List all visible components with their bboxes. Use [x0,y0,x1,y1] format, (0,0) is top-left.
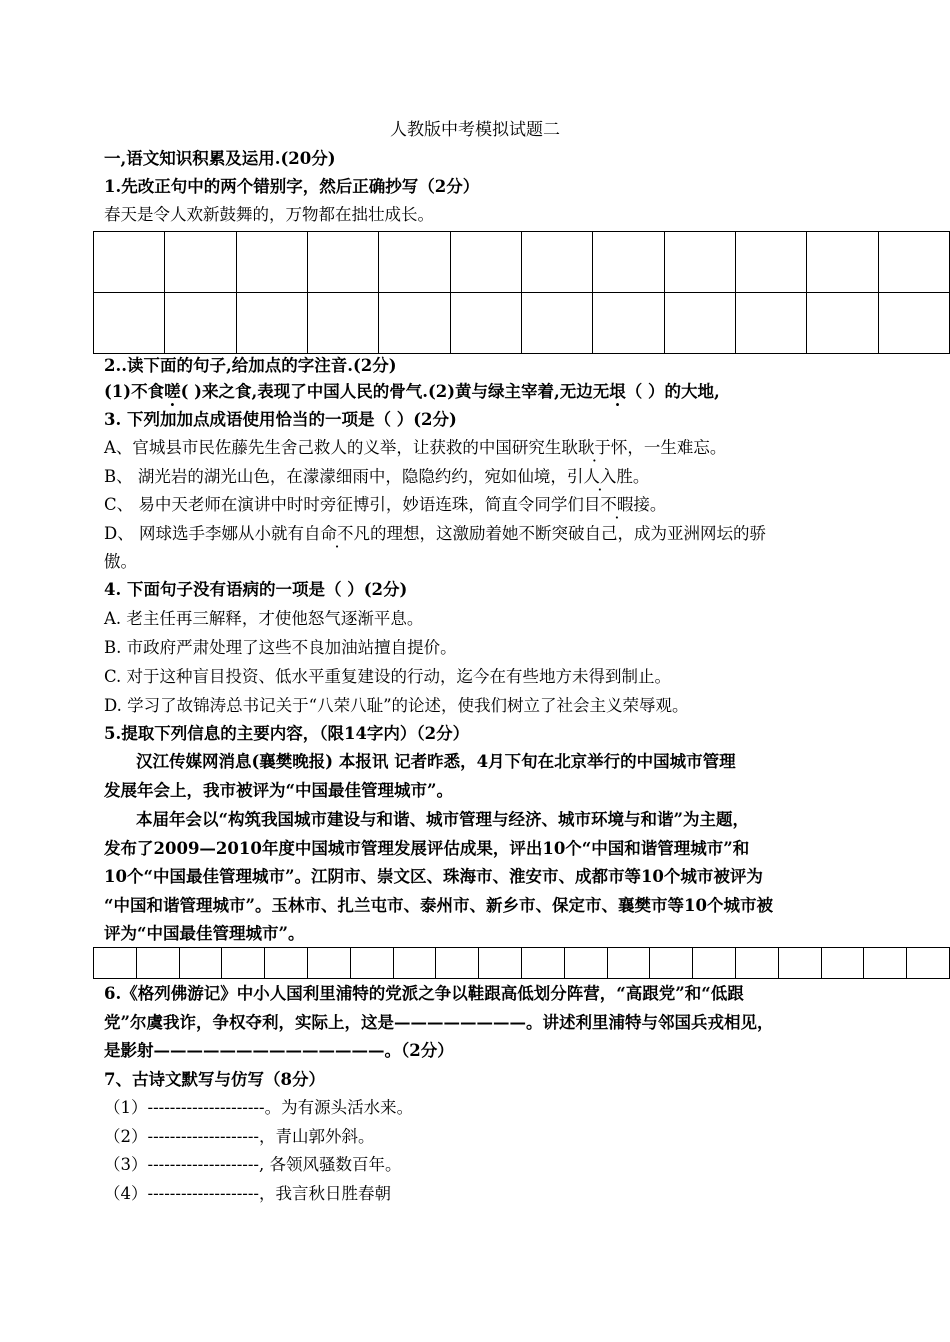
q1-sentence: 春天是令人欢新鼓舞的，万物都在拙壮成长。 [104,205,434,224]
grid-cell[interactable] [94,293,165,354]
q7-item: （1）---------------------。为有源头活水来。 [104,1098,414,1117]
grid-cell[interactable] [878,232,949,293]
section-heading: 一,语文知识积累及运用.(20分) [104,149,336,168]
q3-option-b [104,467,649,487]
grid-cell[interactable] [521,948,564,979]
dotted-idiom: 耿耿于怀 [561,438,628,457]
option-text: D、 网球选手李娜从小就有 [104,524,304,543]
grid-cell[interactable] [350,948,393,979]
q2-text-2: ( )来之食,表现了中国人民的骨气.(2)黄与绿主宰着,无边无 [180,382,610,401]
grid-cell[interactable] [436,948,479,979]
q4-prompt: 4. 下面句子没有语病的一项是（ ）(2分) [104,580,408,599]
option-text: B、 湖光岩的湖光山色，在濛濛细雨中，隐隐约约，宛如仙境， [104,467,567,486]
q4-option-a: A. 老主任再三解释，才使他怒气逐渐平息。 [104,609,424,628]
grid-cell[interactable] [379,293,450,354]
q2-text-1: (1)不食 [104,382,165,401]
q3-option-d-cont: 傲。 [104,552,137,571]
grid-cell[interactable] [236,293,307,354]
grid-cell[interactable] [664,293,735,354]
grid-cell[interactable] [521,232,592,293]
grid-cell[interactable] [236,232,307,293]
grid-cell[interactable] [307,232,378,293]
q5-passage-line: 10个“中国最佳管理城市”。江阴市、崇文区、珠海市、淮安市、成都市等10个城市被评为 [104,867,763,886]
grid-cell[interactable] [222,948,265,979]
dotted-char: 嗟 [164,382,181,401]
grid-cell[interactable] [165,232,236,293]
q3-option-c [104,495,666,515]
q4-option-c: C. 对于这种盲目投资、低水平重复建设的行动，迄今在有些地方未得到制止。 [104,667,672,686]
option-text: 。 [649,495,667,514]
option-text: 。 [632,467,650,486]
grid-cell[interactable] [593,293,664,354]
grid-cell[interactable] [136,948,179,979]
grid-cell[interactable] [94,948,137,979]
q5-passage-line: 发展年会上，我市被评为“中国最佳管理城市”。 [104,781,453,800]
option-text: A、官城县市民佐藤先生舍己救人的义举，让获救的中国研究生 [104,438,562,457]
dotted-idiom: 引人入胜 [566,467,633,486]
q5-passage-line: “中国和谐管理城市”。玉林市、扎兰屯市、泰州市、新乡市、保定市、襄樊市等10个城市被 [104,896,773,915]
q6-line: 是影射——————————————。（2分） [104,1041,454,1060]
grid-cell[interactable] [479,948,522,979]
grid-cell[interactable] [307,293,378,354]
grid-cell[interactable] [564,948,607,979]
q6-line: 党”尔虞我诈，争权夺利，实际上，这是————————。讲述利里浦特与邻国兵戎相见， [104,1013,774,1032]
q2-text-3: （ ）的大地, [625,382,720,401]
dotted-idiom: 目不暇接 [583,495,650,514]
q7-prompt: 7、古诗文默写与仿写（8分） [104,1070,325,1089]
grid-cell[interactable] [265,948,308,979]
option-text: 的理想，这激励着她不断突破自己，成为亚洲网坛的骄 [369,524,766,543]
grid-cell[interactable] [807,232,878,293]
dotted-char: 垠 [609,382,626,401]
q7-item: （3）--------------------, 各领风骚数百年。 [104,1155,402,1174]
q3-prompt: 3. 下列加加点成语使用恰当的一项是（ ）(2分) [104,410,457,429]
q5-passage-line: 汉江传媒网消息(襄樊晚报) 本报讯 记者昨悉，4月下旬在北京举行的中国城市管理 [136,752,736,771]
grid-cell[interactable] [521,293,592,354]
grid-cell[interactable] [94,232,165,293]
q4-option-b: B. 市政府严肃处理了这些不良加油站擅自提价。 [104,638,457,657]
grid-cell[interactable] [778,948,821,979]
q5-answer-grid [93,947,950,979]
q3-option-d [104,524,766,544]
grid-cell[interactable] [607,948,650,979]
grid-cell[interactable] [735,232,806,293]
q3-option-a [104,438,726,458]
q5-passage-line: 评为“中国最佳管理城市”。 [104,924,305,943]
q2-prompt: 2..读下面的句子,给加点的字注音.(2分) [104,356,397,375]
grid-cell[interactable] [650,948,693,979]
q4-option-d: D. 学习了故锦涛总书记关于“八荣八耻”的论述，使我们树立了社会主义荣辱观。 [104,696,689,715]
grid-cell[interactable] [735,948,778,979]
grid-cell[interactable] [179,948,222,979]
q1-prompt: 1.先改正句中的两个错别字，然后正确抄写（2分） [104,177,480,196]
grid-cell[interactable] [593,232,664,293]
grid-cell[interactable] [878,293,949,354]
q5-prompt: 5.提取下列信息的主要内容，（限14字内）（2分） [104,724,470,743]
q6-line: 6.《格列佛游记》中小人国利里浦特的党派之争以鞋跟高低划分阵营，“高跟党”和“低跟 [104,984,744,1003]
grid-cell[interactable] [450,293,521,354]
grid-cell[interactable] [735,293,806,354]
grid-cell[interactable] [307,948,350,979]
grid-cell[interactable] [664,232,735,293]
page-title: 人教版中考模拟试题二 [390,120,560,140]
grid-cell[interactable] [907,948,950,979]
q5-passage-line: 发布了2009—2010年度中国城市管理发展评估成果，评出10个“中国和谐管理城市”和 [104,839,750,858]
q7-item: （2）--------------------，青山郭外斜。 [104,1127,375,1146]
grid-cell[interactable] [693,948,736,979]
grid-cell[interactable] [165,293,236,354]
grid-cell[interactable] [450,232,521,293]
grid-cell[interactable] [864,948,907,979]
option-text: ，一生难忘。 [627,438,727,457]
dotted-idiom: 自命不凡 [303,524,370,543]
grid-cell[interactable] [393,948,436,979]
q7-item: （4）--------------------，我言秋日胜春朝 [104,1184,392,1203]
q2-sentence [104,382,720,402]
q1-answer-grid [93,231,950,354]
q5-passage-line: 本届年会以“构筑我国城市建设与和谐、城市管理与经济、城市环境与和谐”为主题， [136,810,749,829]
grid-cell[interactable] [821,948,864,979]
grid-cell[interactable] [807,293,878,354]
option-text: C、 易中天老师在演讲中时时旁征博引，妙语连珠，简直令同学们 [104,495,584,514]
grid-cell[interactable] [379,232,450,293]
